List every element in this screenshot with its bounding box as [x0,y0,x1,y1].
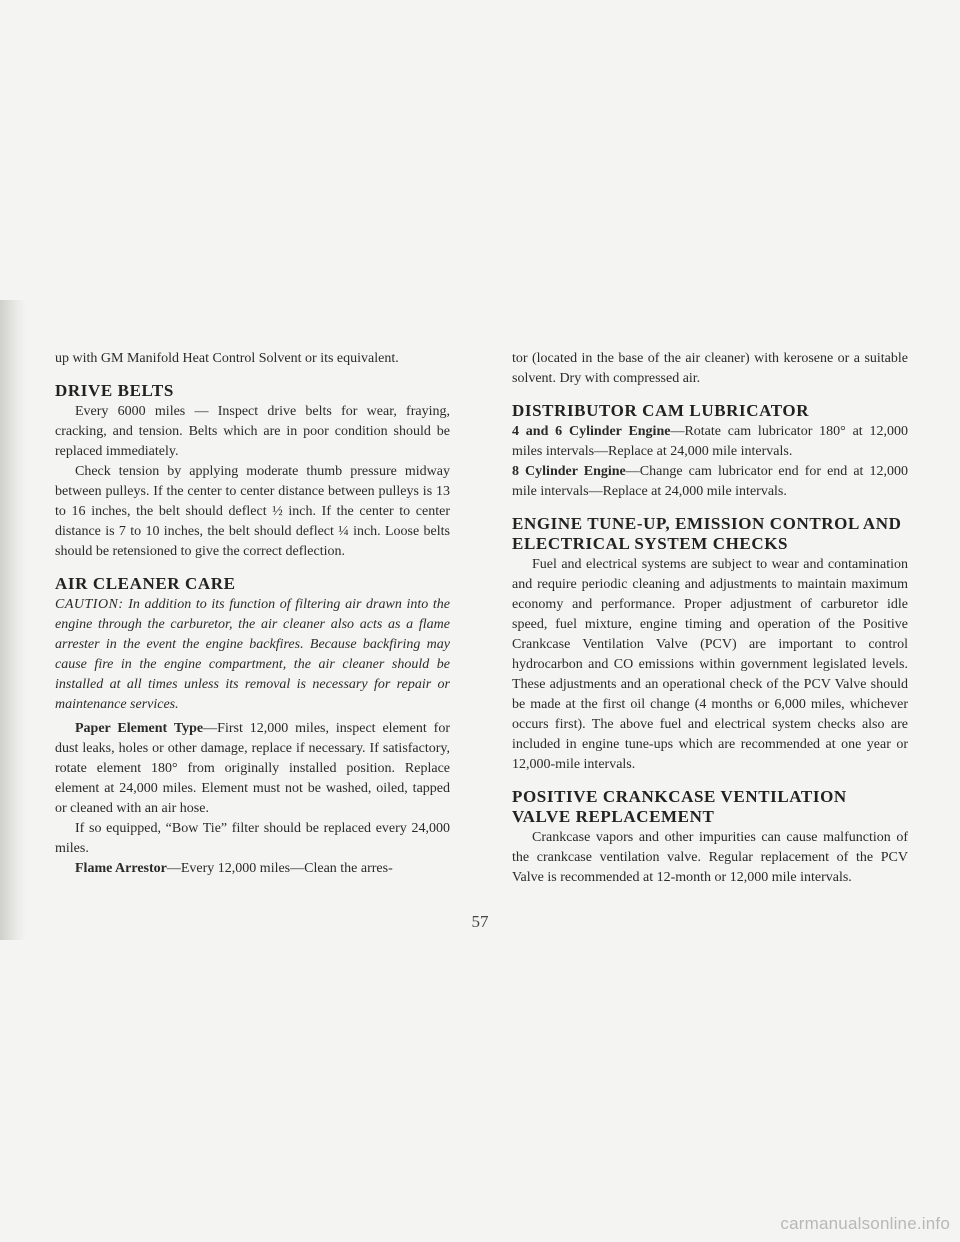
pcv-paragraph: Crankcase vapors and other impurities can cause malfunction of the crankcase ventilation valve. Regular replacement of the PCV Valve is recommended at 12-month or 12,000 mile intervals. [512,830,908,885]
air-cleaner-heading: AIR CLEANER CARE [55,574,236,593]
intro-paragraph: up with GM Manifold Heat Control Solvent or its equivalent. [55,351,399,366]
watermark-text: carmanualsonline.info [780,1214,950,1233]
eight-cylinder-head: 8 Cylinder Engine [512,464,626,479]
caution-paragraph [55,595,450,715]
eight-cylinder-text: —Change cam lubricator end for end at 12,000 mile intervals—Replace at 24,000 mile intervals. [512,464,909,499]
right-column [512,349,908,888]
six-cylinder-text: —Rotate cam lubricator 180° at 12,000 miles intervals—Replace at 24,000 mile intervals. [512,424,908,459]
caution-label: CAUTION: [55,597,124,612]
flame-arrestor-paragraph [55,859,450,879]
drive-belts-paragraph-1: Every 6000 miles — Inspect drive belts for wear, fraying, cracking, and tension. Belts which are in poor condition should be replaced immediately. [55,404,450,459]
six-cylinder-head: 4 and 6 Cylinder Engine [512,424,671,439]
eight-cylinder-paragraph [512,462,908,502]
pcv-heading: POSITIVE CRANKCASE VENTILATION VALVE REPLACEMENT [512,787,847,826]
binding-shadow [0,300,26,940]
tune-up-heading: ENGINE TUNE-UP, EMISSION CONTROL AND ELECTRICAL SYSTEM CHECKS [512,514,902,553]
paper-element-paragraph [55,719,450,819]
continued-paragraph: tor (located in the base of the air cleaner) with kerosene or a suitable solvent. Dry with compressed air. [512,351,908,386]
drive-belts-heading: DRIVE BELTS [55,381,174,400]
flame-arrestor-head: Flame Arrestor [75,861,167,876]
bow-tie-paragraph: If so equipped, “Bow Tie” filter should be replaced every 24,000 miles. [55,821,450,856]
paper-element-text: —First 12,000 miles, inspect element for dust leaks, holes or other damage, replace if necessary. If satisfactory, rotate element 180° from originally installed position. Replace element at 24,000 miles. Element must not be washed, oiled, tapped or cleaned with an air hose. [55,721,451,816]
tune-up-paragraph: Fuel and electrical systems are subject to wear and contamination and require periodic cleaning and adjustments to maintain maximum economy and performance. Proper adjustment of carburetor idle speed, fuel mixture, engine timing and operation of the Positive Crankcase Ventilation Valve (PCV) are important to control hydrocarbon and CO emissions within government legislated levels. These adjustments and an operational check of the PCV Valve should be made at the first oil change (4 months or 6,000 miles, whichever occurs first). The above fuel and electrical system checks also are included in engine tune-ups which are recommended at one year or 12,000-mile intervals. [512,557,908,772]
paper-element-head: Paper Element Type [75,721,204,736]
page-number: 57 [471,912,489,931]
six-cylinder-paragraph [512,422,908,462]
flame-arrestor-text: —Every 12,000 miles—Clean the arres- [166,861,393,876]
drive-belts-paragraph-2: Check tension by applying moderate thumb pressure midway between pulleys. If the center to center distance between pulleys is 13 to 16 inches, the belt should deflect ½ inch. If the center to center distance is 7 to 10 inches, the belt should deflect ¼ inch. Loose belts should be retensioned to give the correct deflection. [55,464,450,559]
distributor-heading: DISTRIBUTOR CAM LUBRICATOR [512,401,810,420]
left-column [55,349,450,879]
caution-text: In addition to its function of filtering air drawn into the engine through the carburetor, the air cleaner also acts as a flame arrester in the event the engine backfires. Because backfiring may cause fire in the engine compartment, the air cleaner should be installed at all times unless its removal is necessary for repair or maintenance services. [55,597,451,712]
